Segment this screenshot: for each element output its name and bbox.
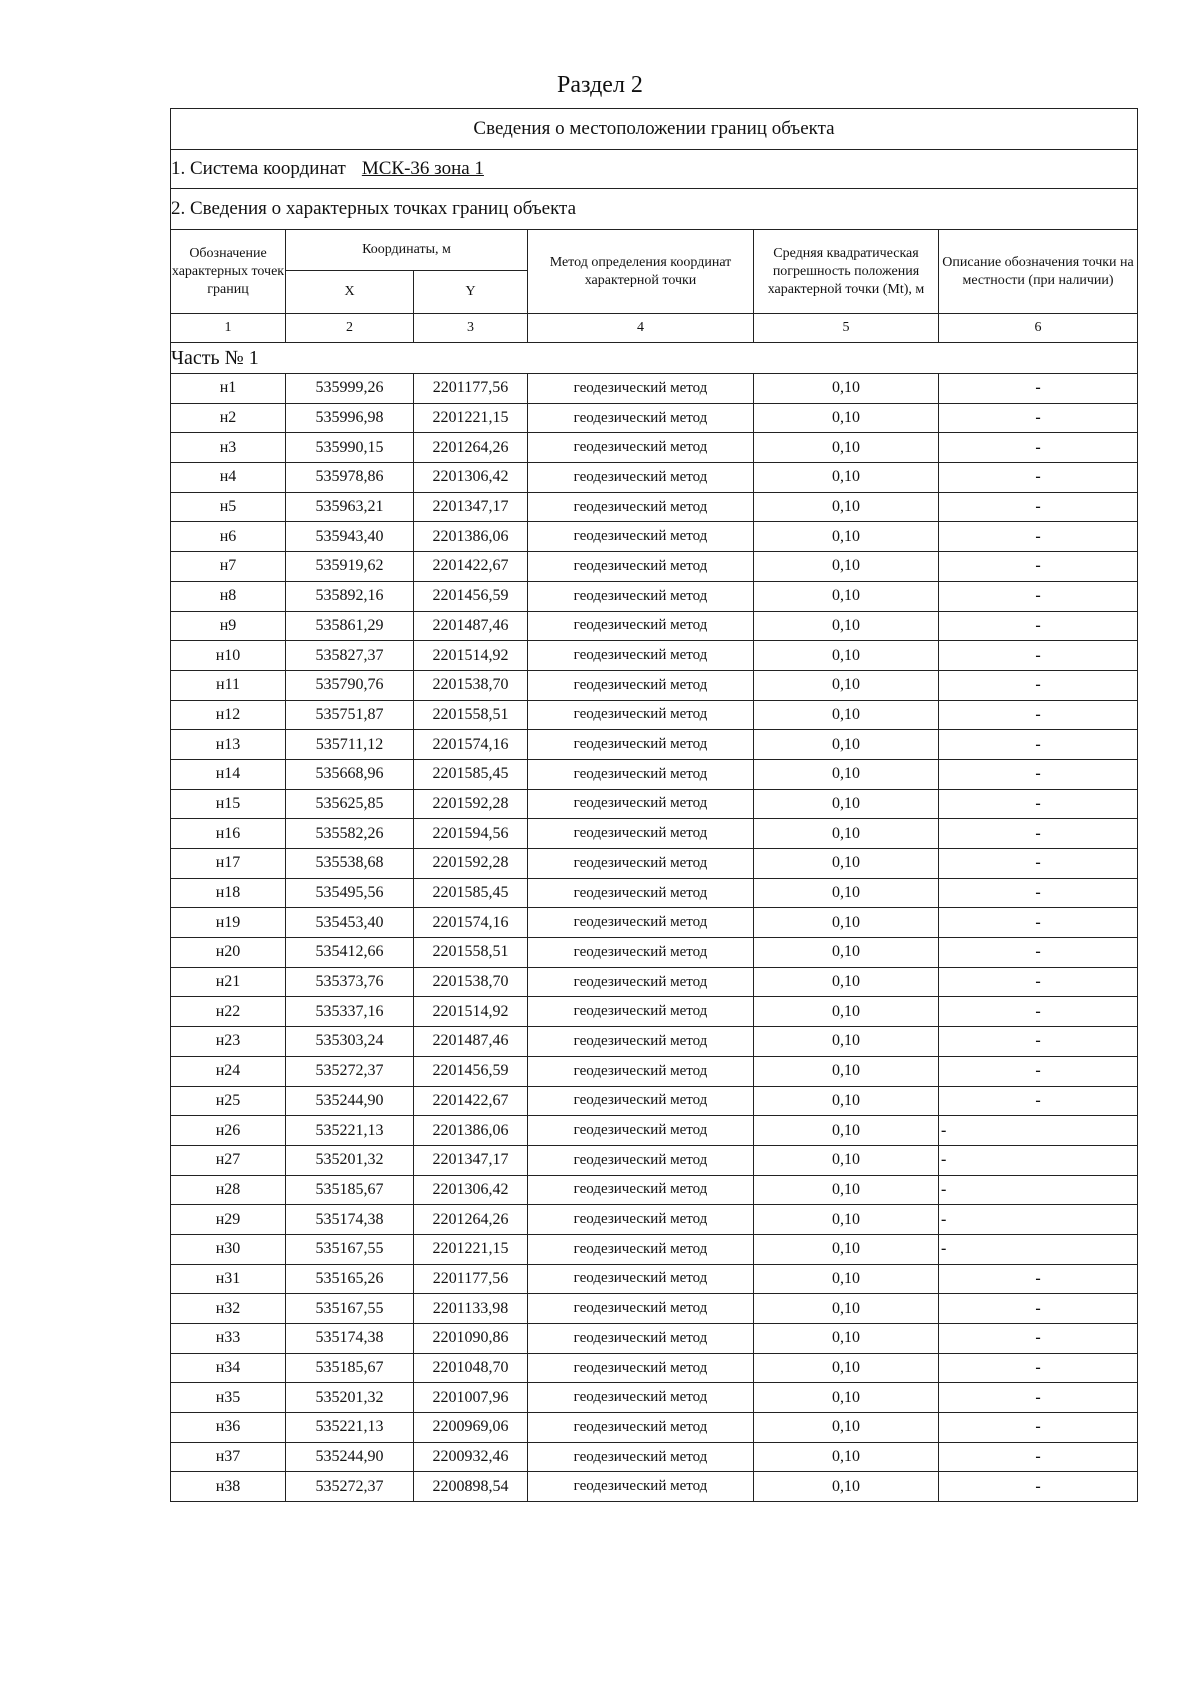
point-name-cell: н9 (171, 611, 286, 641)
coord-x-cell: 535244,90 (286, 1086, 414, 1116)
coord-x-cell: 535996,98 (286, 403, 414, 433)
coord-y-cell: 2201574,16 (414, 908, 528, 938)
method-cell: геодезический метод (528, 433, 754, 463)
coord-y-cell: 2201306,42 (414, 463, 528, 493)
table-row (171, 1472, 1138, 1502)
coord-y-cell: 2201514,92 (414, 641, 528, 671)
method-cell: геодезический метод (528, 1442, 754, 1472)
coord-x-cell: 535790,76 (286, 670, 414, 700)
error-cell: 0,10 (754, 374, 939, 404)
table-row (171, 463, 1138, 493)
col-header-method: Метод определения координат характерной точки (528, 230, 754, 314)
error-cell: 0,10 (754, 700, 939, 730)
point-name-cell: н10 (171, 641, 286, 671)
error-cell: 0,10 (754, 967, 939, 997)
method-cell: геодезический метод (528, 1205, 754, 1235)
coord-y-cell: 2201133,98 (414, 1294, 528, 1324)
table-row (171, 581, 1138, 611)
description-cell: - (939, 849, 1138, 879)
method-cell: геодезический метод (528, 1027, 754, 1057)
method-cell: геодезический метод (528, 1294, 754, 1324)
error-cell: 0,10 (754, 819, 939, 849)
coord-x-cell: 535827,37 (286, 641, 414, 671)
table-row (171, 1086, 1138, 1116)
point-name-cell: н3 (171, 433, 286, 463)
table-row (171, 1353, 1138, 1383)
error-cell: 0,10 (754, 1145, 939, 1175)
coord-x-cell: 535943,40 (286, 522, 414, 552)
coord-x-cell: 535999,26 (286, 374, 414, 404)
table-row (171, 403, 1138, 433)
point-name-cell: н34 (171, 1353, 286, 1383)
description-cell: - (939, 522, 1138, 552)
column-number: 5 (754, 314, 939, 343)
description-cell: - (939, 1383, 1138, 1413)
table-row (171, 819, 1138, 849)
method-cell: геодезический метод (528, 641, 754, 671)
coord-x-cell: 535272,37 (286, 1472, 414, 1502)
coord-x-cell: 535538,68 (286, 849, 414, 879)
description-cell: - (939, 641, 1138, 671)
point-name-cell: н20 (171, 938, 286, 968)
coord-x-cell: 535167,55 (286, 1294, 414, 1324)
point-name-cell: н26 (171, 1116, 286, 1146)
point-name-cell: н38 (171, 1472, 286, 1502)
description-cell: - (939, 581, 1138, 611)
crs-label: 1. Система координат (171, 158, 346, 179)
point-name-cell: н17 (171, 849, 286, 879)
coord-y-cell: 2201386,06 (414, 522, 528, 552)
coord-x-cell: 535668,96 (286, 759, 414, 789)
point-name-cell: н18 (171, 878, 286, 908)
error-cell: 0,10 (754, 1264, 939, 1294)
coord-y-cell: 2201558,51 (414, 700, 528, 730)
point-name-cell: н30 (171, 1234, 286, 1264)
point-name-cell: н12 (171, 700, 286, 730)
method-cell: геодезический метод (528, 700, 754, 730)
table-row (171, 552, 1138, 582)
point-name-cell: н22 (171, 997, 286, 1027)
method-cell: геодезический метод (528, 1234, 754, 1264)
coord-x-cell: 535244,90 (286, 1442, 414, 1472)
description-cell: - (939, 878, 1138, 908)
coord-x-cell: 535963,21 (286, 492, 414, 522)
coord-x-cell: 535337,16 (286, 997, 414, 1027)
coord-y-cell: 2201048,70 (414, 1353, 528, 1383)
table-row (171, 938, 1138, 968)
table-row (171, 759, 1138, 789)
point-name-cell: н28 (171, 1175, 286, 1205)
error-cell: 0,10 (754, 1027, 939, 1057)
error-cell: 0,10 (754, 1175, 939, 1205)
crs-cell (171, 150, 1138, 189)
error-cell: 0,10 (754, 670, 939, 700)
coord-x-cell: 535582,26 (286, 819, 414, 849)
coord-y-cell: 2201574,16 (414, 730, 528, 760)
description-cell: - (939, 492, 1138, 522)
coord-x-cell: 535185,67 (286, 1175, 414, 1205)
coord-y-cell: 2201538,70 (414, 670, 528, 700)
table-row (171, 492, 1138, 522)
coord-y-cell: 2201585,45 (414, 759, 528, 789)
coord-x-cell: 535892,16 (286, 581, 414, 611)
boundary-points-table (170, 108, 1138, 1502)
description-cell: - (939, 552, 1138, 582)
point-name-cell: н8 (171, 581, 286, 611)
description-cell: - (939, 1056, 1138, 1086)
description-cell: - (939, 1086, 1138, 1116)
part-label: Часть № 1 (171, 343, 1138, 374)
coord-y-cell: 2201592,28 (414, 849, 528, 879)
method-cell: геодезический метод (528, 789, 754, 819)
point-name-cell: н13 (171, 730, 286, 760)
coord-y-cell: 2201422,67 (414, 552, 528, 582)
table-row (171, 1027, 1138, 1057)
method-cell: геодезический метод (528, 759, 754, 789)
description-cell: - (939, 611, 1138, 641)
error-cell: 0,10 (754, 1324, 939, 1354)
coord-y-cell: 2201594,56 (414, 819, 528, 849)
error-cell: 0,10 (754, 492, 939, 522)
point-name-cell: н29 (171, 1205, 286, 1235)
coord-y-cell: 2201177,56 (414, 1264, 528, 1294)
point-name-cell: н6 (171, 522, 286, 552)
method-cell: геодезический метод (528, 670, 754, 700)
points-heading: 2. Сведения о характерных точках границ объекта (171, 189, 1138, 230)
method-cell: геодезический метод (528, 1056, 754, 1086)
error-cell: 0,10 (754, 997, 939, 1027)
coord-y-cell: 2201456,59 (414, 1056, 528, 1086)
description-cell: - (939, 1205, 1138, 1235)
table-row (171, 1442, 1138, 1472)
method-cell: геодезический метод (528, 849, 754, 879)
error-cell: 0,10 (754, 1353, 939, 1383)
description-cell: - (939, 789, 1138, 819)
description-cell: - (939, 1353, 1138, 1383)
method-cell: геодезический метод (528, 908, 754, 938)
method-cell: геодезический метод (528, 1264, 754, 1294)
error-cell: 0,10 (754, 1056, 939, 1086)
table-row (171, 700, 1138, 730)
error-cell: 0,10 (754, 1472, 939, 1502)
column-number: 6 (939, 314, 1138, 343)
point-name-cell: н24 (171, 1056, 286, 1086)
coord-y-cell: 2201558,51 (414, 938, 528, 968)
description-cell: - (939, 403, 1138, 433)
point-name-cell: н31 (171, 1264, 286, 1294)
error-cell: 0,10 (754, 878, 939, 908)
method-cell: геодезический метод (528, 374, 754, 404)
table-row (171, 433, 1138, 463)
coord-x-cell: 535711,12 (286, 730, 414, 760)
table-row (171, 641, 1138, 671)
coord-x-cell: 535495,56 (286, 878, 414, 908)
description-cell: - (939, 1472, 1138, 1502)
point-name-cell: н7 (171, 552, 286, 582)
coord-x-cell: 535221,13 (286, 1413, 414, 1443)
error-cell: 0,10 (754, 433, 939, 463)
method-cell: геодезический метод (528, 1383, 754, 1413)
point-name-cell: н2 (171, 403, 286, 433)
coord-y-cell: 2201514,92 (414, 997, 528, 1027)
points-heading-row (171, 189, 1138, 230)
coord-y-cell: 2201007,96 (414, 1383, 528, 1413)
method-cell: геодезический метод (528, 403, 754, 433)
point-name-cell: н32 (171, 1294, 286, 1324)
coord-x-cell: 535625,85 (286, 789, 414, 819)
coord-y-cell: 2201177,56 (414, 374, 528, 404)
coord-x-cell: 535978,86 (286, 463, 414, 493)
description-cell: - (939, 997, 1138, 1027)
method-cell: геодезический метод (528, 938, 754, 968)
column-number: 2 (286, 314, 414, 343)
coord-y-cell: 2201347,17 (414, 1145, 528, 1175)
method-cell: геодезический метод (528, 1324, 754, 1354)
description-cell: - (939, 938, 1138, 968)
section-title-row (171, 109, 1138, 150)
description-cell: - (939, 670, 1138, 700)
coord-x-cell: 535412,66 (286, 938, 414, 968)
table-row (171, 1294, 1138, 1324)
part-row (171, 343, 1138, 374)
description-cell: - (939, 374, 1138, 404)
method-cell: геодезический метод (528, 997, 754, 1027)
col-header-designation: Обозначение характерных точек границ (171, 230, 286, 314)
table-row (171, 1205, 1138, 1235)
section-title: Сведения о местоположении границ объекта (171, 109, 1138, 150)
error-cell: 0,10 (754, 641, 939, 671)
col-header-y: Y (414, 271, 528, 314)
coord-y-cell: 2201264,26 (414, 1205, 528, 1235)
coord-y-cell: 2201456,59 (414, 581, 528, 611)
coord-y-cell: 2201090,86 (414, 1324, 528, 1354)
point-name-cell: н23 (171, 1027, 286, 1057)
column-number: 4 (528, 314, 754, 343)
description-cell: - (939, 700, 1138, 730)
error-cell: 0,10 (754, 611, 939, 641)
point-name-cell: н37 (171, 1442, 286, 1472)
error-cell: 0,10 (754, 403, 939, 433)
coord-x-cell: 535167,55 (286, 1234, 414, 1264)
table-row (171, 878, 1138, 908)
point-name-cell: н25 (171, 1086, 286, 1116)
coord-x-cell: 535990,15 (286, 433, 414, 463)
description-cell: - (939, 819, 1138, 849)
point-name-cell: н27 (171, 1145, 286, 1175)
method-cell: геодезический метод (528, 1086, 754, 1116)
error-cell: 0,10 (754, 1413, 939, 1443)
point-name-cell: н5 (171, 492, 286, 522)
coord-y-cell: 2200932,46 (414, 1442, 528, 1472)
error-cell: 0,10 (754, 1234, 939, 1264)
table-row (171, 1324, 1138, 1354)
col-header-description: Описание обозначения точки на местности (при наличии) (939, 230, 1138, 314)
coord-y-cell: 2201264,26 (414, 433, 528, 463)
error-cell: 0,10 (754, 759, 939, 789)
table-row (171, 374, 1138, 404)
table-row (171, 967, 1138, 997)
coord-x-cell: 535373,76 (286, 967, 414, 997)
description-cell: - (939, 463, 1138, 493)
col-header-error: Средняя квадратическая погрешность положения характерной точки (Mt), м (754, 230, 939, 314)
coord-y-cell: 2201221,15 (414, 1234, 528, 1264)
header-row-1 (171, 230, 1138, 271)
error-cell: 0,10 (754, 1442, 939, 1472)
description-cell: - (939, 759, 1138, 789)
coord-x-cell: 535751,87 (286, 700, 414, 730)
table-row (171, 908, 1138, 938)
table-row (171, 789, 1138, 819)
coord-y-cell: 2201306,42 (414, 1175, 528, 1205)
error-cell: 0,10 (754, 849, 939, 879)
table-row (171, 849, 1138, 879)
point-name-cell: н33 (171, 1324, 286, 1354)
coord-x-cell: 535174,38 (286, 1205, 414, 1235)
method-cell: геодезический метод (528, 1145, 754, 1175)
error-cell: 0,10 (754, 789, 939, 819)
description-cell: - (939, 1294, 1138, 1324)
table-row (171, 611, 1138, 641)
method-cell: геодезический метод (528, 552, 754, 582)
description-cell: - (939, 730, 1138, 760)
coord-x-cell: 535221,13 (286, 1116, 414, 1146)
table-row (171, 670, 1138, 700)
method-cell: геодезический метод (528, 878, 754, 908)
description-cell: - (939, 433, 1138, 463)
coord-x-cell: 535201,32 (286, 1145, 414, 1175)
point-name-cell: н19 (171, 908, 286, 938)
coord-x-cell: 535174,38 (286, 1324, 414, 1354)
point-name-cell: н1 (171, 374, 286, 404)
coord-x-cell: 535919,62 (286, 552, 414, 582)
method-cell: геодезический метод (528, 1472, 754, 1502)
method-cell: геодезический метод (528, 967, 754, 997)
method-cell: геодезический метод (528, 1116, 754, 1146)
coord-x-cell: 535303,24 (286, 1027, 414, 1057)
method-cell: геодезический метод (528, 522, 754, 552)
coord-y-cell: 2201422,67 (414, 1086, 528, 1116)
description-cell: - (939, 1145, 1138, 1175)
error-cell: 0,10 (754, 908, 939, 938)
table-row (171, 1175, 1138, 1205)
coord-y-cell: 2201386,06 (414, 1116, 528, 1146)
error-cell: 0,10 (754, 522, 939, 552)
error-cell: 0,10 (754, 730, 939, 760)
point-name-cell: н15 (171, 789, 286, 819)
coord-y-cell: 2201221,15 (414, 403, 528, 433)
method-cell: геодезический метод (528, 819, 754, 849)
description-cell: - (939, 1175, 1138, 1205)
col-header-x: X (286, 271, 414, 314)
coord-y-cell: 2201347,17 (414, 492, 528, 522)
coord-x-cell: 535165,26 (286, 1264, 414, 1294)
coord-y-cell: 2201585,45 (414, 878, 528, 908)
table-row (171, 1413, 1138, 1443)
description-cell: - (939, 908, 1138, 938)
error-cell: 0,10 (754, 1383, 939, 1413)
error-cell: 0,10 (754, 1294, 939, 1324)
error-cell: 0,10 (754, 1086, 939, 1116)
description-cell: - (939, 1324, 1138, 1354)
description-cell: - (939, 1442, 1138, 1472)
description-cell: - (939, 1234, 1138, 1264)
description-cell: - (939, 1116, 1138, 1146)
table-row (171, 1056, 1138, 1086)
coord-y-cell: 2201538,70 (414, 967, 528, 997)
coord-x-cell: 535861,29 (286, 611, 414, 641)
point-name-cell: н11 (171, 670, 286, 700)
error-cell: 0,10 (754, 581, 939, 611)
page-heading: Раздел 2 (557, 72, 643, 98)
point-name-cell: н16 (171, 819, 286, 849)
description-cell: - (939, 1264, 1138, 1294)
coord-x-cell: 535453,40 (286, 908, 414, 938)
description-cell: - (939, 967, 1138, 997)
coord-x-cell: 535201,32 (286, 1383, 414, 1413)
method-cell: геодезический метод (528, 581, 754, 611)
table-body (171, 109, 1138, 1502)
point-name-cell: н21 (171, 967, 286, 997)
description-cell: - (939, 1027, 1138, 1057)
table-row (171, 1145, 1138, 1175)
point-name-cell: н14 (171, 759, 286, 789)
coord-y-cell: 2201592,28 (414, 789, 528, 819)
crs-value: МСК-36 зона 1 (361, 158, 484, 179)
error-cell: 0,10 (754, 938, 939, 968)
error-cell: 0,10 (754, 1205, 939, 1235)
coord-y-cell: 2201487,46 (414, 611, 528, 641)
point-name-cell: н36 (171, 1413, 286, 1443)
point-name-cell: н35 (171, 1383, 286, 1413)
error-cell: 0,10 (754, 552, 939, 582)
table-row (171, 1383, 1138, 1413)
error-cell: 0,10 (754, 463, 939, 493)
col-header-coords: Координаты, м (286, 230, 528, 271)
column-number-row (171, 314, 1138, 343)
method-cell: геодезический метод (528, 1413, 754, 1443)
table-row (171, 1234, 1138, 1264)
table-row (171, 1264, 1138, 1294)
method-cell: геодезический метод (528, 492, 754, 522)
coord-x-cell: 535272,37 (286, 1056, 414, 1086)
coord-x-cell: 535185,67 (286, 1353, 414, 1383)
error-cell: 0,10 (754, 1116, 939, 1146)
coord-y-cell: 2201487,46 (414, 1027, 528, 1057)
coord-y-cell: 2200969,06 (414, 1413, 528, 1443)
column-number: 3 (414, 314, 528, 343)
method-cell: геодезический метод (528, 611, 754, 641)
description-cell: - (939, 1413, 1138, 1443)
table-row (171, 997, 1138, 1027)
table-row (171, 522, 1138, 552)
table-row (171, 1116, 1138, 1146)
method-cell: геодезический метод (528, 730, 754, 760)
coord-y-cell: 2200898,54 (414, 1472, 528, 1502)
method-cell: геодезический метод (528, 1353, 754, 1383)
method-cell: геодезический метод (528, 1175, 754, 1205)
column-number: 1 (171, 314, 286, 343)
method-cell: геодезический метод (528, 463, 754, 493)
table-row (171, 730, 1138, 760)
crs-row (171, 150, 1138, 189)
point-name-cell: н4 (171, 463, 286, 493)
